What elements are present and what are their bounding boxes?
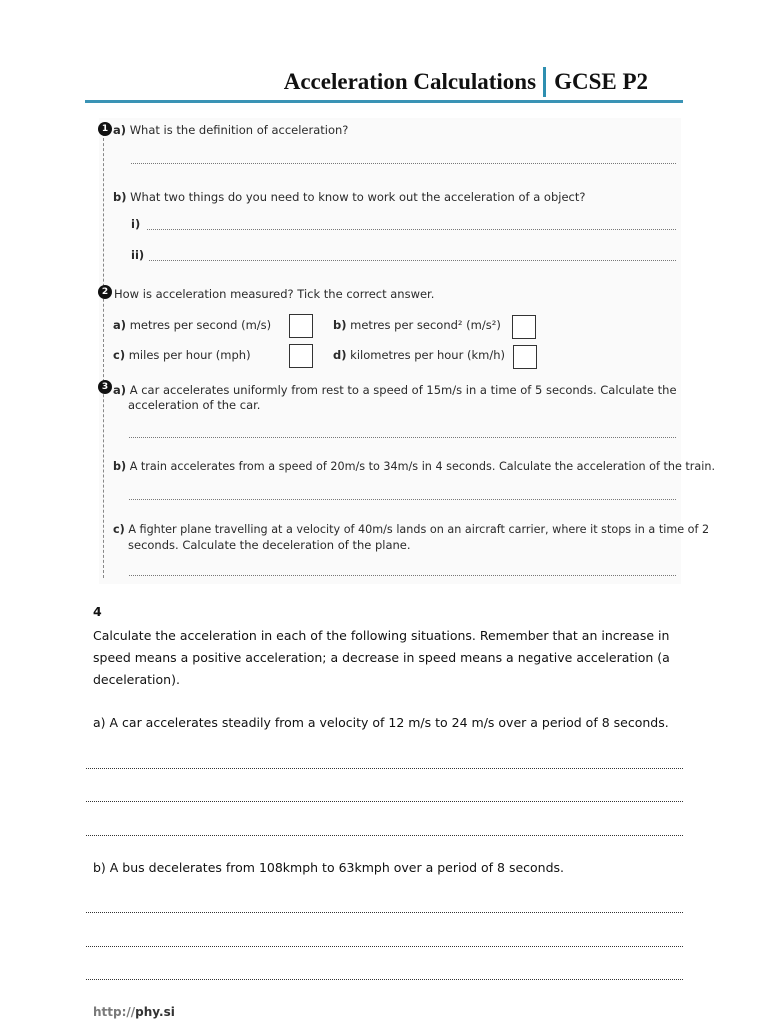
question-number-badge: 3	[98, 380, 112, 394]
scanned-worksheet	[99, 118, 716, 584]
page-subtitle: GCSE P2	[554, 69, 648, 94]
q2-option-a: a) metres per second (m/s)	[113, 318, 272, 332]
answer-line	[147, 229, 676, 230]
question-4-intro: Calculate the acceleration in each of the following situations. Remember that an increase in speed means a positive acceleration; a decrease in speed means a negative acceleration (a deceleration).	[93, 628, 670, 687]
question-4b: b) A bus decelerates from 108kmph to 63kmph over a period of 8 seconds.	[93, 860, 565, 875]
question-number-badge: 1	[98, 122, 112, 136]
q1b-ii-label: ii)	[131, 248, 145, 262]
q1b-text: b) What two things do you need to know to work out the acceleration of a object?	[113, 190, 586, 204]
answer-line	[149, 260, 676, 261]
answer-line[interactable]	[86, 835, 683, 836]
tick-box[interactable]	[513, 345, 537, 369]
tick-box[interactable]	[289, 344, 313, 368]
answer-line[interactable]	[86, 979, 683, 980]
q2-prompt: How is acceleration measured? Tick the correct answer.	[114, 287, 435, 301]
question-number-badge: 2	[98, 285, 112, 299]
q3c-line1: c) A fighter plane travelling at a velocity of 40m/s lands on an aircraft carrier, where it stops in a time of 2	[113, 523, 710, 536]
answer-line	[129, 575, 676, 576]
answer-line[interactable]	[86, 801, 683, 802]
q2-option-b: b) metres per second² (m/s²)	[333, 318, 501, 332]
q3b-text: b) A train accelerates from a speed of 20m/s to 34m/s in 4 seconds. Calculate the acceleration of the train.	[113, 460, 716, 473]
header-divider	[85, 100, 683, 103]
answer-line	[129, 499, 676, 500]
q3c-line2: seconds. Calculate the deceleration of the plane.	[128, 538, 411, 552]
answer-line[interactable]	[86, 946, 683, 947]
page-header	[284, 67, 648, 97]
answer-line[interactable]	[86, 912, 683, 913]
answer-line	[131, 163, 676, 164]
tick-box[interactable]	[512, 315, 536, 339]
tick-box[interactable]	[289, 314, 313, 338]
answer-line	[129, 437, 676, 438]
q1b-i-label: i)	[131, 217, 141, 231]
footer-link[interactable]	[93, 1005, 175, 1019]
q2-option-d: d) kilometres per hour (km/h)	[333, 348, 505, 362]
margin-rule	[103, 128, 104, 578]
q3a-line2: acceleration of the car.	[128, 398, 261, 412]
question-4a: a) A car accelerates steadily from a velocity of 12 m/s to 24 m/s over a period of 8 seconds.	[93, 715, 669, 730]
answer-line[interactable]	[86, 768, 683, 769]
page-title: Acceleration Calculations	[284, 67, 546, 97]
q2-option-c: c) miles per hour (mph)	[113, 348, 251, 362]
question-4-number: 4	[93, 604, 102, 619]
footer-domain: phy.si	[135, 1005, 175, 1019]
q1a-text: a) What is the definition of acceleration?	[113, 123, 349, 137]
q3a-line1: a) A car accelerates uniformly from rest to a speed of 15m/s in a time of 5 seconds. Calculate the	[113, 383, 677, 397]
footer-url-prefix: http://	[93, 1005, 136, 1019]
